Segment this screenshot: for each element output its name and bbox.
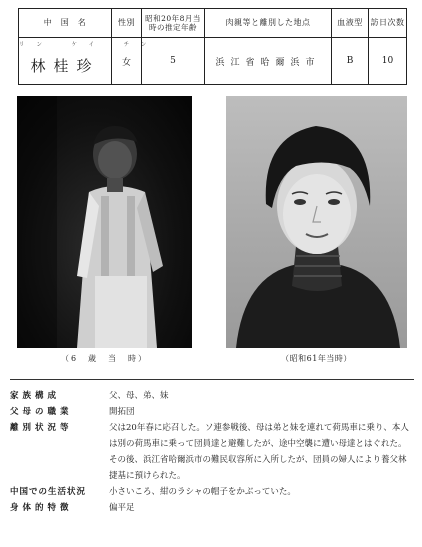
header-chinese-name: 中 国 名: [19, 9, 112, 38]
childhood-photo-caption: （6 歳 当 時）: [60, 354, 149, 363]
recent-portrait-photo: [226, 96, 407, 348]
separation-value: 父は20年春に応召した。ソ連参戦後、母は弟と妹を連れて荷馬車に乗り、本人は別の荷馬車に乗って団員達と避難したが、途中空襲に遭い母達とはぐれた。その後、浜江省哈爾浜市の難民収容所に入所したが、団員の婦人により養父林捷基に預けられた。: [109, 423, 409, 481]
info-table: [18, 8, 407, 85]
family-label: 家族構成: [10, 391, 61, 401]
recent-photo-caption: （昭和61年当時）: [281, 354, 352, 363]
blood-type-value: B: [332, 38, 369, 85]
physical-label: 身体的特徴: [10, 503, 73, 513]
life-in-china-row: [10, 484, 414, 500]
family-row: [10, 388, 414, 404]
age-value: 5: [142, 38, 205, 85]
name-ruby: リン ケイ チン: [19, 42, 159, 48]
family-value: 父、母、弟、妹: [109, 391, 169, 401]
parents-job-value: 開拓団: [109, 407, 135, 417]
header-separation-place: 肉親等と離別した地点: [205, 9, 332, 38]
table-header-row: [19, 9, 407, 38]
header-estimated-age: 昭和20年8月当時の推定年齢: [142, 9, 205, 38]
parents-job-row: [10, 404, 414, 420]
place-value: 浜江省哈爾浜市: [205, 38, 332, 85]
childhood-photo: [17, 96, 192, 348]
separation-row: [10, 420, 414, 484]
details-list: [10, 388, 414, 516]
life-in-china-label: 中国での生活状況: [10, 487, 87, 497]
sex-value: 女: [112, 38, 142, 85]
physical-row: [10, 500, 414, 516]
separation-label: 離別状況等: [10, 423, 73, 433]
life-in-china-value: 小さいころ、紺のラシャの帽子をかぶっていた。: [109, 487, 296, 497]
header-sex: 性別: [112, 9, 142, 38]
chinese-name: 林桂珍: [30, 56, 100, 75]
header-visit-count: 訪日次数: [369, 9, 407, 38]
parents-job-label: 父母の職業: [10, 407, 73, 417]
header-blood-type: 血液型: [332, 9, 369, 38]
visit-count-value: 10: [369, 38, 407, 85]
section-divider: [10, 379, 414, 380]
physical-value: 偏平足: [109, 503, 135, 513]
table-value-row: [19, 38, 407, 85]
chinese-name-cell: [19, 38, 159, 85]
